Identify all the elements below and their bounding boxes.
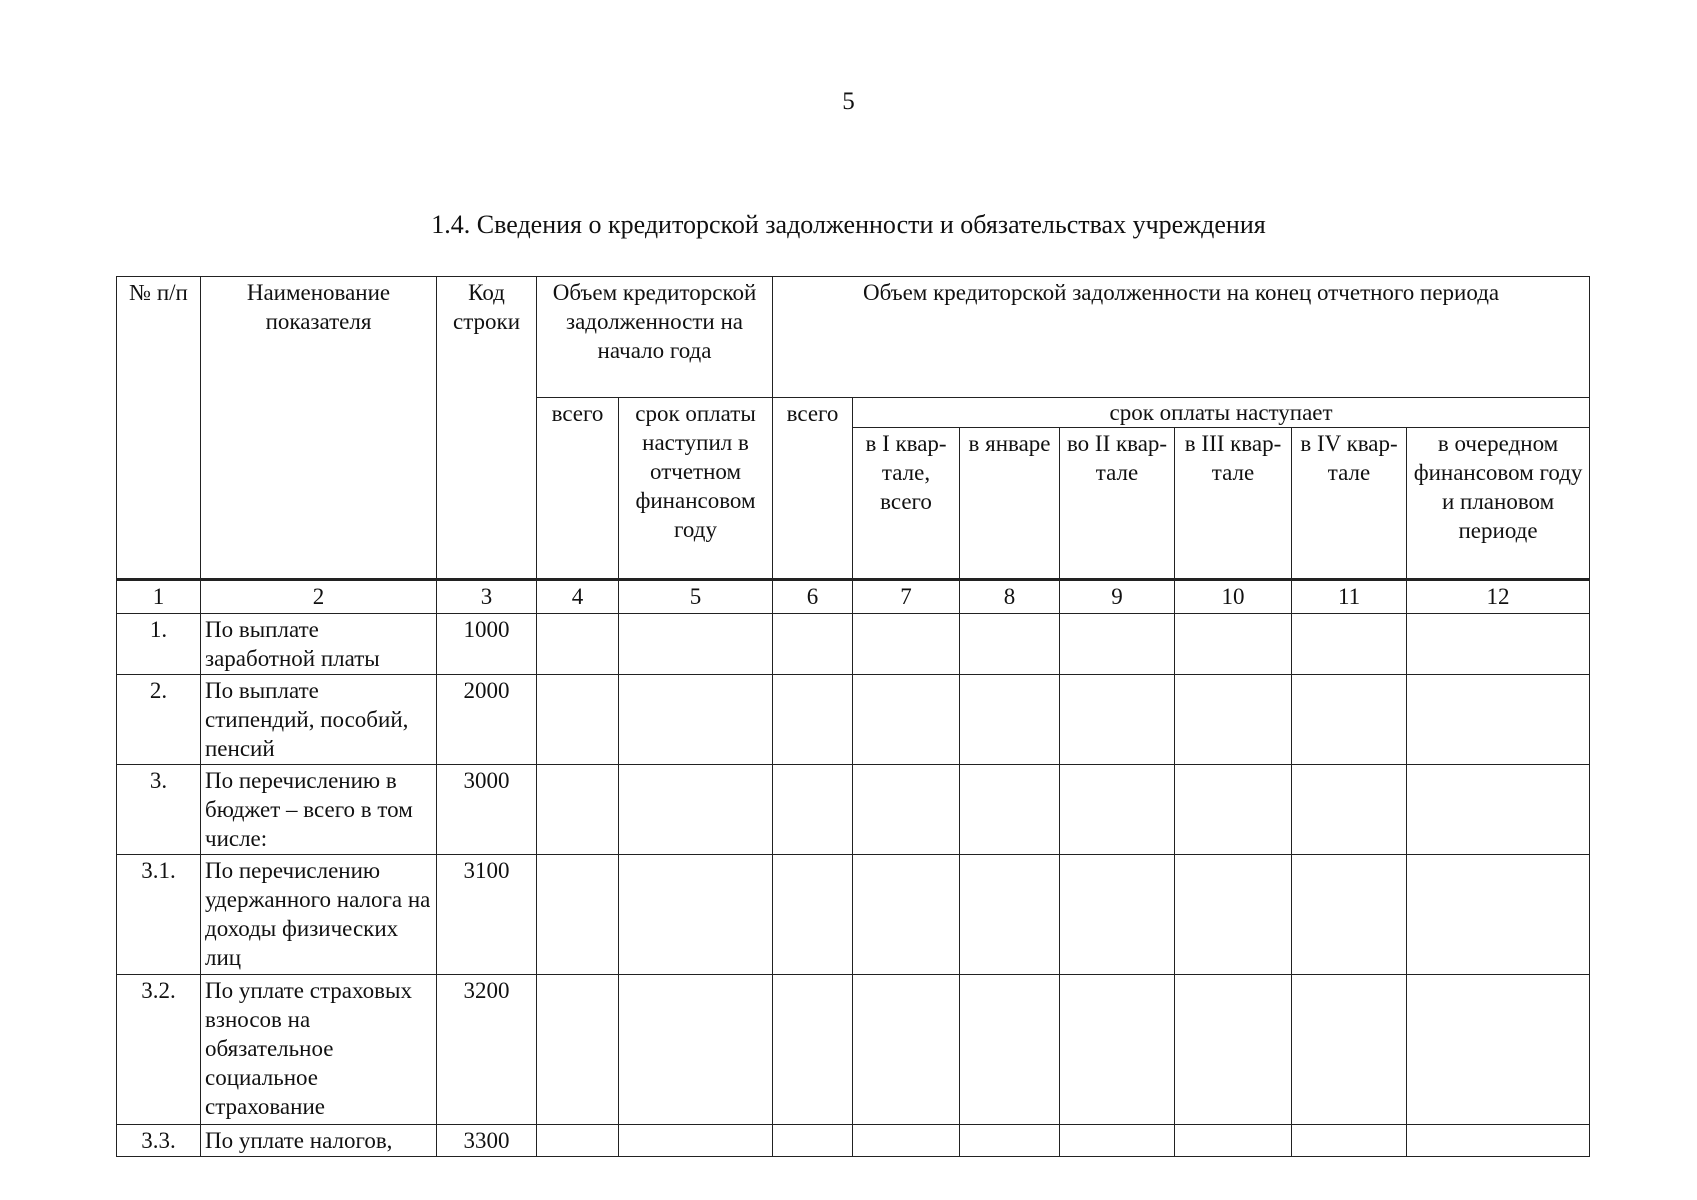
empty-cell — [1407, 675, 1590, 765]
row-name: По выплате стипендий, пособий, пенсий — [201, 675, 437, 765]
row-code: 3300 — [437, 1125, 537, 1157]
empty-cell — [1060, 675, 1175, 765]
column-number: 6 — [773, 580, 853, 614]
column-number: 12 — [1407, 580, 1590, 614]
row-index: 3. — [117, 765, 201, 855]
empty-cell — [960, 855, 1060, 975]
empty-cell — [853, 1125, 960, 1157]
empty-cell — [960, 675, 1060, 765]
row-name: По уплате налогов, — [201, 1125, 437, 1157]
table-row — [117, 975, 1590, 1125]
empty-cell — [619, 614, 773, 675]
row-name: По выплате заработной платы — [201, 614, 437, 675]
empty-cell — [853, 675, 960, 765]
table-title: 1.4. Сведения о кредиторской задолженности и обязательствах учреждения — [431, 210, 1266, 239]
empty-cell — [537, 675, 619, 765]
row-name: По уплате страховых взносов на обязательное социальное страхование — [201, 975, 437, 1125]
empty-cell — [1407, 765, 1590, 855]
empty-cell — [1060, 614, 1175, 675]
header-row-1 — [117, 277, 1590, 398]
empty-cell — [773, 855, 853, 975]
empty-cell — [1292, 614, 1407, 675]
empty-cell — [1407, 975, 1590, 1125]
empty-cell — [1060, 1125, 1175, 1157]
empty-cell — [960, 975, 1060, 1125]
row-name: По перечислению в бюджет – всего в том числе: — [201, 765, 437, 855]
empty-cell — [537, 614, 619, 675]
empty-cell — [1407, 855, 1590, 975]
empty-cell — [537, 855, 619, 975]
header-next: в очередном финансовом году и плановом периоде — [1407, 428, 1590, 580]
column-number: 8 — [960, 580, 1060, 614]
empty-cell — [619, 1125, 773, 1157]
empty-cell — [1175, 675, 1292, 765]
row-code: 3000 — [437, 765, 537, 855]
header-q4: в IV квар-тале — [1292, 428, 1407, 580]
row-code: 2000 — [437, 675, 537, 765]
row-index: 3.1. — [117, 855, 201, 975]
row-code: 1000 — [437, 614, 537, 675]
table-row — [117, 614, 1590, 675]
empty-cell — [960, 1125, 1060, 1157]
row-index: 3.3. — [117, 1125, 201, 1157]
column-number: 9 — [1060, 580, 1175, 614]
column-number: 4 — [537, 580, 619, 614]
header-name: Наименование показателя — [201, 277, 437, 580]
header-q2: во II квар-тале — [1060, 428, 1175, 580]
empty-cell — [1292, 1125, 1407, 1157]
header-num: № п/п — [117, 277, 201, 580]
empty-cell — [853, 855, 960, 975]
empty-cell — [853, 765, 960, 855]
empty-cell — [619, 765, 773, 855]
header-start-total: всего — [537, 398, 619, 580]
header-q1: в I квар-тале, всего — [853, 428, 960, 580]
column-number: 10 — [1175, 580, 1292, 614]
row-code: 3200 — [437, 975, 537, 1125]
table-row — [117, 765, 1590, 855]
empty-cell — [1407, 614, 1590, 675]
column-number: 2 — [201, 580, 437, 614]
empty-cell — [1175, 614, 1292, 675]
empty-cell — [619, 675, 773, 765]
empty-cell — [619, 855, 773, 975]
header-q3: в III квар-тале — [1175, 428, 1292, 580]
column-number: 11 — [1292, 580, 1407, 614]
row-index: 2. — [117, 675, 201, 765]
empty-cell — [537, 765, 619, 855]
empty-cell — [1175, 855, 1292, 975]
empty-cell — [853, 614, 960, 675]
empty-cell — [619, 975, 773, 1125]
empty-cell — [1292, 765, 1407, 855]
row-index: 3.2. — [117, 975, 201, 1125]
header-end-volume: Объем кредиторской задолженности на конец отчетного периода — [773, 277, 1590, 398]
column-number: 3 — [437, 580, 537, 614]
header-jan: в январе — [960, 428, 1060, 580]
column-number: 1 — [117, 580, 201, 614]
empty-cell — [1292, 675, 1407, 765]
page-number: 5 — [842, 88, 855, 115]
empty-cell — [1407, 1125, 1590, 1157]
empty-cell — [1292, 975, 1407, 1125]
empty-cell — [537, 975, 619, 1125]
empty-cell — [960, 614, 1060, 675]
empty-cell — [773, 1125, 853, 1157]
creditor-debt-table — [116, 276, 1590, 1157]
column-number: 5 — [619, 580, 773, 614]
header-end-total: всего — [773, 398, 853, 580]
header-start-volume: Объем кредиторской задолженности на начало года — [537, 277, 773, 398]
header-due-coming: срок оплаты наступает — [853, 398, 1590, 428]
empty-cell — [537, 1125, 619, 1157]
table-row — [117, 1125, 1590, 1157]
row-code: 3100 — [437, 855, 537, 975]
empty-cell — [1060, 855, 1175, 975]
empty-cell — [1175, 765, 1292, 855]
row-name: По перечислению удержанного налога на доходы физических лиц — [201, 855, 437, 975]
empty-cell — [1175, 1125, 1292, 1157]
empty-cell — [1060, 765, 1175, 855]
table-row — [117, 855, 1590, 975]
row-index: 1. — [117, 614, 201, 675]
empty-cell — [1175, 975, 1292, 1125]
empty-cell — [773, 675, 853, 765]
empty-cell — [853, 975, 960, 1125]
empty-cell — [1292, 855, 1407, 975]
empty-cell — [773, 975, 853, 1125]
empty-cell — [773, 614, 853, 675]
header-start-due: срок оплаты наступил в отчетном финансовом году — [619, 398, 773, 580]
column-number: 7 — [853, 580, 960, 614]
header-code: Код строки — [437, 277, 537, 580]
table-row — [117, 675, 1590, 765]
column-number-row — [117, 580, 1590, 614]
empty-cell — [960, 765, 1060, 855]
empty-cell — [773, 765, 853, 855]
empty-cell — [1060, 975, 1175, 1125]
